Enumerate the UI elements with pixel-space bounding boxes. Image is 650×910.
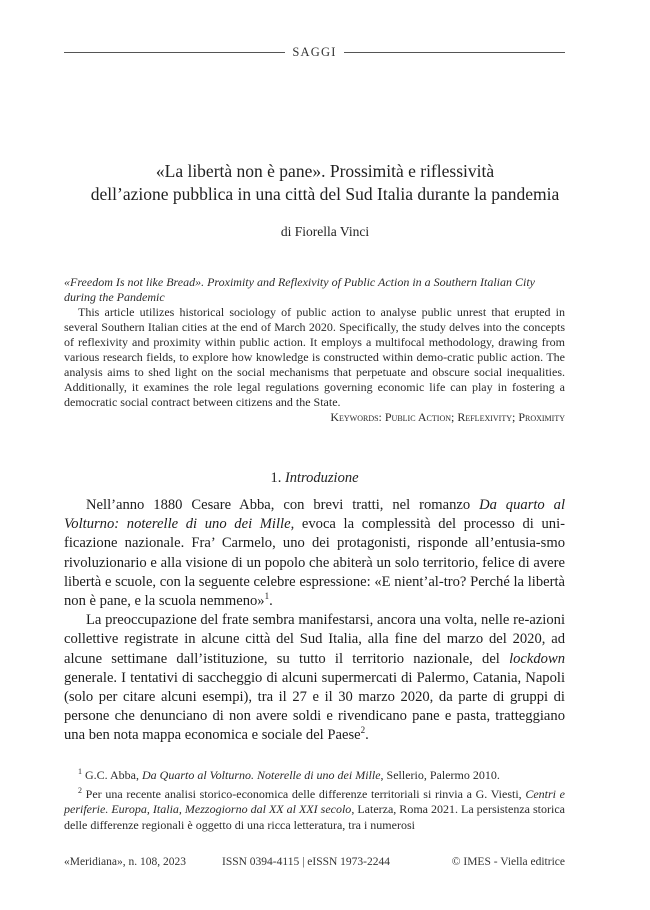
footnote-2-book-title: Centri e periferie. Europa, Italia, Mezzogiorno dal XX al XXI secolo: [64, 787, 566, 817]
footnote-2-text-a: Per una recente analisi storico-economica delle differenze territoriali si rinvia a G. Viesti,: [82, 787, 526, 802]
paragraph-1-end: .: [269, 593, 273, 610]
footnote-2-text-b: , Laterza, Roma 2021. La persistenza storica delle differenze regionali è oggetto di una ricca letteratura, tra i numerosi: [64, 802, 565, 832]
section-heading: [64, 470, 565, 487]
section-title: Introduzione: [284, 470, 359, 486]
section-number: 1.: [270, 470, 282, 486]
footnote-1-text-a: G.C. Abba,: [82, 768, 142, 782]
footer-publisher: © IMES - Viella editrice: [451, 856, 565, 868]
lockdown-term: lockdown: [509, 650, 565, 667]
footer-journal: «Meridiana», n. 108, 2023: [64, 856, 187, 868]
author-byline: di Fiorella Vinci: [280, 224, 370, 239]
paragraph-2-end: .: [365, 727, 369, 744]
footnote-1-book-title: Da Quarto al Volturno. Noterelle di uno dei Mille: [142, 768, 381, 782]
footnotes: [64, 764, 565, 833]
footnote-ref-2[interactable]: 2: [360, 725, 366, 736]
footnote-1-number: 1: [78, 767, 82, 776]
paragraph-1-text-a: Nell’anno 1880 Cesare Abba, con brevi tratti, nel romanzo: [86, 497, 480, 513]
paragraph-1: [64, 496, 565, 611]
abstract-block: [64, 275, 565, 425]
running-head: [64, 44, 565, 60]
article-title: [40, 160, 610, 206]
abstract-text: This article utilizes historical sociology of public action to analyse public unrest that erupted in several Southern Italian cities at the end of March 2020. Specifically, the study delves into the concepts of reflexivity and proximity within public action. It employs a multifocal methodology, drawing from various research fields, to explore how knowledge is constructed within demo-cratic public action. The analysis aims to shed light on the social mechanisms that perpetuate and obscure social inequalities. Additionally, it examines the role legal regulations governing economic life can play in fostering a democratic social contract between citizens and the State.: [64, 305, 565, 409]
footnote-ref-1[interactable]: 1: [264, 591, 270, 602]
running-head-label: SAGGI: [292, 44, 337, 59]
footer-issn: ISSN 0394-4115 | eISSN 1973-2244: [222, 856, 390, 868]
paragraph-2-text-a: La preoccupazione del frate sembra manifestarsi, ancora una volta, nelle re-azioni collettive registrate in alcune città del Sud Italia, alla fine del marzo del 2020, ad alcune settimane dall’istituzione, su tutto il territorio nazionale, del: [64, 612, 565, 667]
novel-title: Da quarto al Volturno: noterelle di uno dei Mille: [64, 497, 565, 533]
footnote-1-text-b: , Sellerio, Palermo 2010.: [380, 768, 500, 782]
running-head-rule-left: [64, 52, 285, 53]
paragraph-2: [64, 611, 565, 745]
body-text: [64, 496, 565, 746]
abstract-keywords: Keywords: Public Action; Reflexivity; Proximity: [330, 410, 565, 424]
paragraph-1-text-b: , evoca la complessità del processo di uni-ficazione nazionale. Fra’ Carmelo, uno dei protagonisti, risponde all’entusia-smo rivoluzionario e alla visione di un popolo che abiterà un solo territorio, felice di avere libertà e scuole, con la seguente celebre espressione: «E nient’al-tro? Perché la libertà non è pane, e la scuola nemmeno»: [64, 516, 565, 610]
footnote-2-number: 2: [78, 786, 82, 796]
page-footer: [64, 856, 565, 872]
article-title-line-1: «La libertà non è pane». Prossimità e riflessività: [155, 161, 495, 181]
article-title-line-2: dell’azione pubblica in una città del Sud Italia durante la pandemia: [90, 184, 560, 204]
abstract-english-title: «Freedom Is not like Bread». Proximity and Reflexivity of Public Action in a Southern Italian City during the Pandemic: [64, 275, 536, 304]
running-head-rule-right: [344, 52, 565, 53]
footnote-2: [64, 783, 565, 833]
paragraph-2-text-b: generale. I tentativi di saccheggio di alcuni supermercati di Palermo, Catania, Napoli (solo per citare alcuni esempi), tra il 27 e il 30 marzo 2020, da parte di gruppi di persone che denunciano di non avere soldi e rivendicano pane e pasta, tratteggiano una ben nota mappa economica e sociale del Paese: [64, 669, 565, 744]
footnote-1: [64, 764, 565, 783]
